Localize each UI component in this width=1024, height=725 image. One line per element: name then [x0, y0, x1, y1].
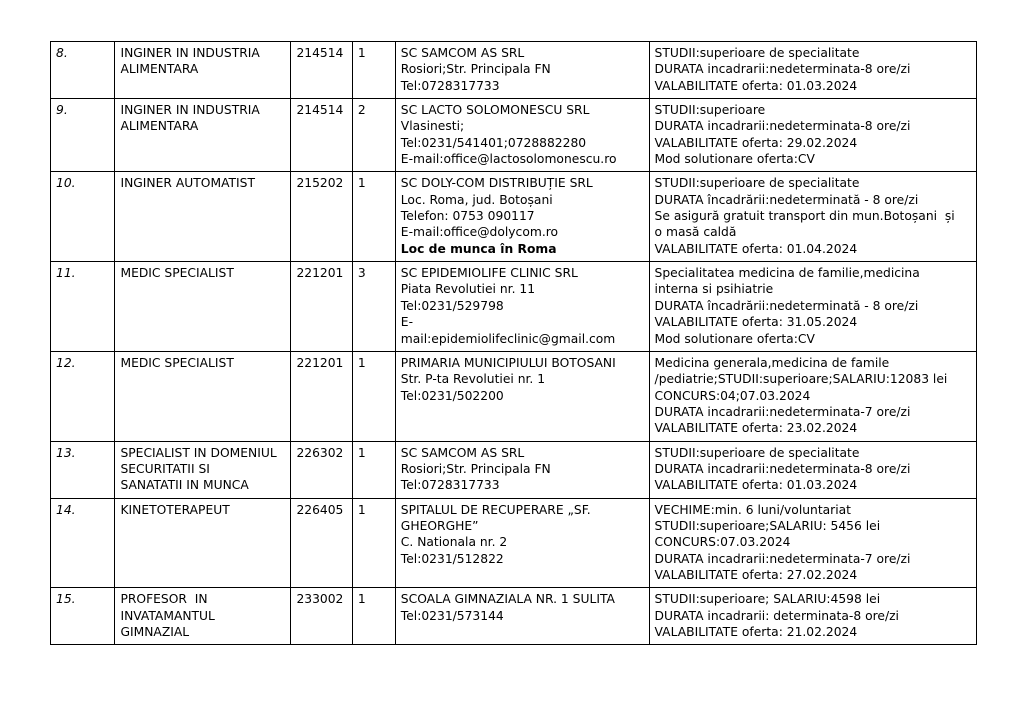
cell-code	[291, 588, 352, 645]
cell-details-line: VALABILITATE oferta: 01.03.2024	[654, 78, 858, 93]
cell-details-line: DURATA incadrarii:nedeterminata-8 ore/zi	[654, 461, 911, 476]
cell-count-line: 2	[357, 103, 366, 118]
cell-employer-line: Str. P-ta Revolutiei nr. 1	[400, 372, 546, 387]
cell-employer-line: mail:epidemiolifeclinic@gmail.com	[400, 331, 616, 346]
cell-code-line: 221201	[296, 266, 344, 281]
cell-count-line: 3	[357, 266, 366, 281]
cell-employer-line: Tel:0231/541401;0728882280	[400, 135, 587, 150]
cell-employer	[395, 172, 649, 262]
cell-details-line: VALABILITATE oferta: 29.02.2024	[654, 135, 858, 150]
cell-details-line: VALABILITATE oferta: 01.04.2024	[654, 241, 858, 256]
cell-details	[649, 588, 976, 645]
cell-index	[51, 42, 115, 99]
cell-employer-line: PRIMARIA MUNICIPIULUI BOTOSANI	[400, 355, 616, 370]
table-row	[51, 42, 977, 99]
cell-details-line: DURATA incadrarii:nedeterminata-7 ore/zi	[654, 551, 911, 566]
cell-count-line: 1	[357, 355, 366, 370]
cell-details-line: DURATA incadrarii:nedeterminata-8 ore/zi	[654, 119, 911, 134]
cell-details-line: STUDII:superioare de specialitate	[654, 445, 860, 460]
cell-index	[51, 498, 115, 588]
cell-details	[649, 99, 976, 172]
cell-details-line: CONCURS:04;07.03.2024	[654, 388, 811, 403]
cell-employer	[395, 262, 649, 352]
cell-code	[291, 498, 352, 588]
table-row	[51, 588, 977, 645]
cell-employer-line: SCOALA GIMNAZIALA NR. 1 SULITA	[400, 592, 615, 607]
cell-employer-line: Tel:0231/512822	[400, 551, 504, 566]
cell-index-line: 15.	[56, 592, 76, 607]
cell-code	[291, 42, 352, 99]
cell-employer-line: Tel:0728317733	[400, 78, 500, 93]
cell-employer-line: Loc de munca în Roma	[400, 241, 557, 256]
cell-employer-line: Tel:0231/502200	[400, 388, 504, 403]
cell-details-line: /pediatrie;STUDII:superioare;SALARIU:12083 lei	[654, 372, 948, 387]
cell-code	[291, 99, 352, 172]
cell-details-line: STUDII:superioare	[654, 103, 766, 118]
cell-details-line: DURATA incadrarii:nedeterminata-7 ore/zi	[654, 404, 911, 419]
cell-employer-line: Vlasinesti;	[400, 119, 465, 134]
cell-code	[291, 172, 352, 262]
cell-employer-line: SC DOLY-COM DISTRIBUȚIE SRL	[400, 176, 593, 191]
cell-count-line: 1	[357, 46, 366, 60]
table-row	[51, 172, 977, 262]
cell-code-line: 226302	[296, 445, 344, 460]
cell-index-line: 12.	[56, 355, 76, 370]
cell-occupation	[115, 588, 291, 645]
cell-count	[352, 498, 395, 588]
cell-employer-line: SPITALUL DE RECUPERARE „SF.	[400, 502, 591, 517]
cell-index	[51, 262, 115, 352]
cell-index	[51, 99, 115, 172]
cell-details-line: DURATA încadrării:nedeterminată - 8 ore/zi	[654, 298, 919, 313]
cell-index-line: 13.	[56, 445, 76, 460]
cell-employer-line: E-mail:office@lactosolomonescu.ro	[400, 152, 617, 167]
cell-employer	[395, 588, 649, 645]
cell-details	[649, 498, 976, 588]
job-offers-table	[50, 41, 977, 645]
cell-details-line: STUDII:superioare; SALARIU:4598 lei	[654, 592, 881, 607]
cell-employer-line: Loc. Roma, jud. Botoșani	[400, 192, 553, 207]
cell-count-line: 1	[357, 502, 366, 517]
cell-occupation	[115, 262, 291, 352]
cell-index-line: 14.	[56, 502, 76, 517]
cell-code-line: 214514	[296, 46, 344, 60]
cell-index-line: 11.	[56, 266, 76, 281]
cell-employer-line: SC EPIDEMIOLIFE CLINIC SRL	[400, 266, 578, 281]
cell-count	[352, 441, 395, 498]
cell-occupation-line: INGINER IN INDUSTRIA	[120, 46, 260, 60]
cell-details-line: VALABILITATE oferta: 27.02.2024	[654, 567, 858, 582]
cell-employer	[395, 99, 649, 172]
cell-occupation	[115, 498, 291, 588]
cell-details-line: Mod solutionare oferta:CV	[654, 152, 815, 167]
cell-count	[352, 588, 395, 645]
cell-index-line: 8.	[56, 46, 68, 60]
cell-employer-line: Rosiori;Str. Principala FN	[400, 62, 551, 77]
cell-details	[649, 42, 976, 99]
cell-employer-line: SC SAMCOM AS SRL	[400, 445, 525, 460]
cell-occupation	[115, 441, 291, 498]
cell-occupation-line: INGINER IN INDUSTRIA	[120, 103, 260, 118]
cell-details-line: DURATA încadrării:nedeterminată - 8 ore/zi	[654, 192, 919, 207]
cell-details-line: VALABILITATE oferta: 23.02.2024	[654, 421, 858, 436]
cell-details	[649, 262, 976, 352]
cell-code-line: 233002	[296, 592, 344, 607]
cell-employer-line: GHEORGHE”	[400, 518, 479, 533]
cell-occupation	[115, 172, 291, 262]
table-row	[51, 351, 977, 441]
cell-occupation-line: MEDIC SPECIALIST	[120, 266, 234, 281]
cell-employer-line: Piata Revolutiei nr. 11	[400, 282, 536, 297]
cell-employer	[395, 42, 649, 99]
cell-details-line: VECHIME:min. 6 luni/voluntariat	[654, 502, 852, 517]
cell-employer-line: C. Nationala nr. 2	[400, 535, 508, 550]
cell-employer	[395, 441, 649, 498]
table-row	[51, 441, 977, 498]
cell-count	[352, 262, 395, 352]
cell-employer	[395, 351, 649, 441]
cell-occupation-line: SPECIALIST IN DOMENIUL	[120, 445, 277, 460]
cell-employer-line: E-mail:office@dolycom.ro	[400, 225, 559, 240]
cell-code	[291, 351, 352, 441]
cell-employer-line: Rosiori;Str. Principala FN	[400, 461, 551, 476]
cell-details-line: Se asigură gratuit transport din mun.Botoșani și	[654, 209, 955, 224]
cell-details-line: DURATA incadrarii: determinata-8 ore/zi	[654, 608, 899, 623]
cell-employer-line: Tel:0231/529798	[400, 298, 504, 313]
cell-index-line: 9.	[56, 103, 68, 118]
cell-index	[51, 441, 115, 498]
cell-occupation-line: ALIMENTARA	[120, 62, 199, 77]
cell-code-line: 221201	[296, 355, 344, 370]
cell-index	[51, 588, 115, 645]
cell-count	[352, 42, 395, 99]
cell-code-line: 215202	[296, 176, 344, 191]
cell-details-line: interna si psihiatrie	[654, 282, 774, 297]
cell-occupation-line: GIMNAZIAL	[120, 625, 190, 639]
cell-details-line: STUDII:superioare de specialitate	[654, 176, 860, 191]
cell-occupation-line: MEDIC SPECIALIST	[120, 355, 234, 370]
cell-details-line: STUDII:superioare de specialitate	[654, 46, 860, 60]
cell-employer-line: E-	[400, 315, 414, 330]
cell-details-line: VALABILITATE oferta: 31.05.2024	[654, 315, 858, 330]
cell-occupation-line: SANATATII IN MUNCA	[120, 478, 249, 493]
cell-details-line: o masă caldă	[654, 225, 737, 240]
cell-details-line: Medicina generala,medicina de famile	[654, 355, 890, 370]
cell-count-line: 1	[357, 445, 366, 460]
table-row	[51, 99, 977, 172]
cell-count	[352, 99, 395, 172]
cell-code-line: 226405	[296, 502, 344, 517]
cell-employer-line: Telefon: 0753 090117	[400, 209, 535, 224]
cell-employer-line: Tel:0728317733	[400, 478, 500, 493]
cell-details-line: Mod solutionare oferta:CV	[654, 331, 815, 346]
cell-occupation-line: INVATAMANTUL	[120, 608, 215, 623]
cell-occupation-line: KINETOTERAPEUT	[120, 502, 230, 517]
cell-details-line: VALABILITATE oferta: 01.03.2024	[654, 478, 858, 493]
cell-details-line: CONCURS:07.03.2024	[654, 535, 791, 550]
cell-occupation	[115, 99, 291, 172]
cell-details	[649, 441, 976, 498]
cell-code-line: 214514	[296, 103, 344, 118]
cell-occupation	[115, 42, 291, 99]
cell-count	[352, 172, 395, 262]
cell-details-line: STUDII:superioare;SALARIU: 5456 lei	[654, 518, 881, 533]
cell-details	[649, 172, 976, 262]
cell-details-line: DURATA incadrarii:nedeterminata-8 ore/zi	[654, 62, 911, 77]
cell-occupation-line: SECURITATII SI	[120, 461, 210, 476]
cell-count-line: 1	[357, 592, 366, 607]
cell-occupation-line: PROFESOR IN	[120, 592, 208, 607]
cell-employer-line: Tel:0231/573144	[400, 608, 504, 623]
cell-index-line: 10.	[56, 176, 76, 191]
table-row	[51, 498, 977, 588]
cell-code	[291, 262, 352, 352]
cell-index	[51, 351, 115, 441]
cell-details	[649, 351, 976, 441]
cell-occupation-line: ALIMENTARA	[120, 119, 199, 134]
cell-occupation	[115, 351, 291, 441]
table-row	[51, 262, 977, 352]
cell-index	[51, 172, 115, 262]
cell-employer	[395, 498, 649, 588]
cell-employer-line: SC SAMCOM AS SRL	[400, 46, 525, 60]
cell-count	[352, 351, 395, 441]
cell-employer-line: SC LACTO SOLOMONESCU SRL	[400, 103, 590, 118]
cell-code	[291, 441, 352, 498]
cell-count-line: 1	[357, 176, 366, 191]
table-body	[51, 42, 977, 645]
cell-details-line: VALABILITATE oferta: 21.02.2024	[654, 625, 858, 639]
cell-details-line: Specialitatea medicina de familie,medicina	[654, 266, 920, 281]
cell-occupation-line: INGINER AUTOMATIST	[120, 176, 255, 191]
